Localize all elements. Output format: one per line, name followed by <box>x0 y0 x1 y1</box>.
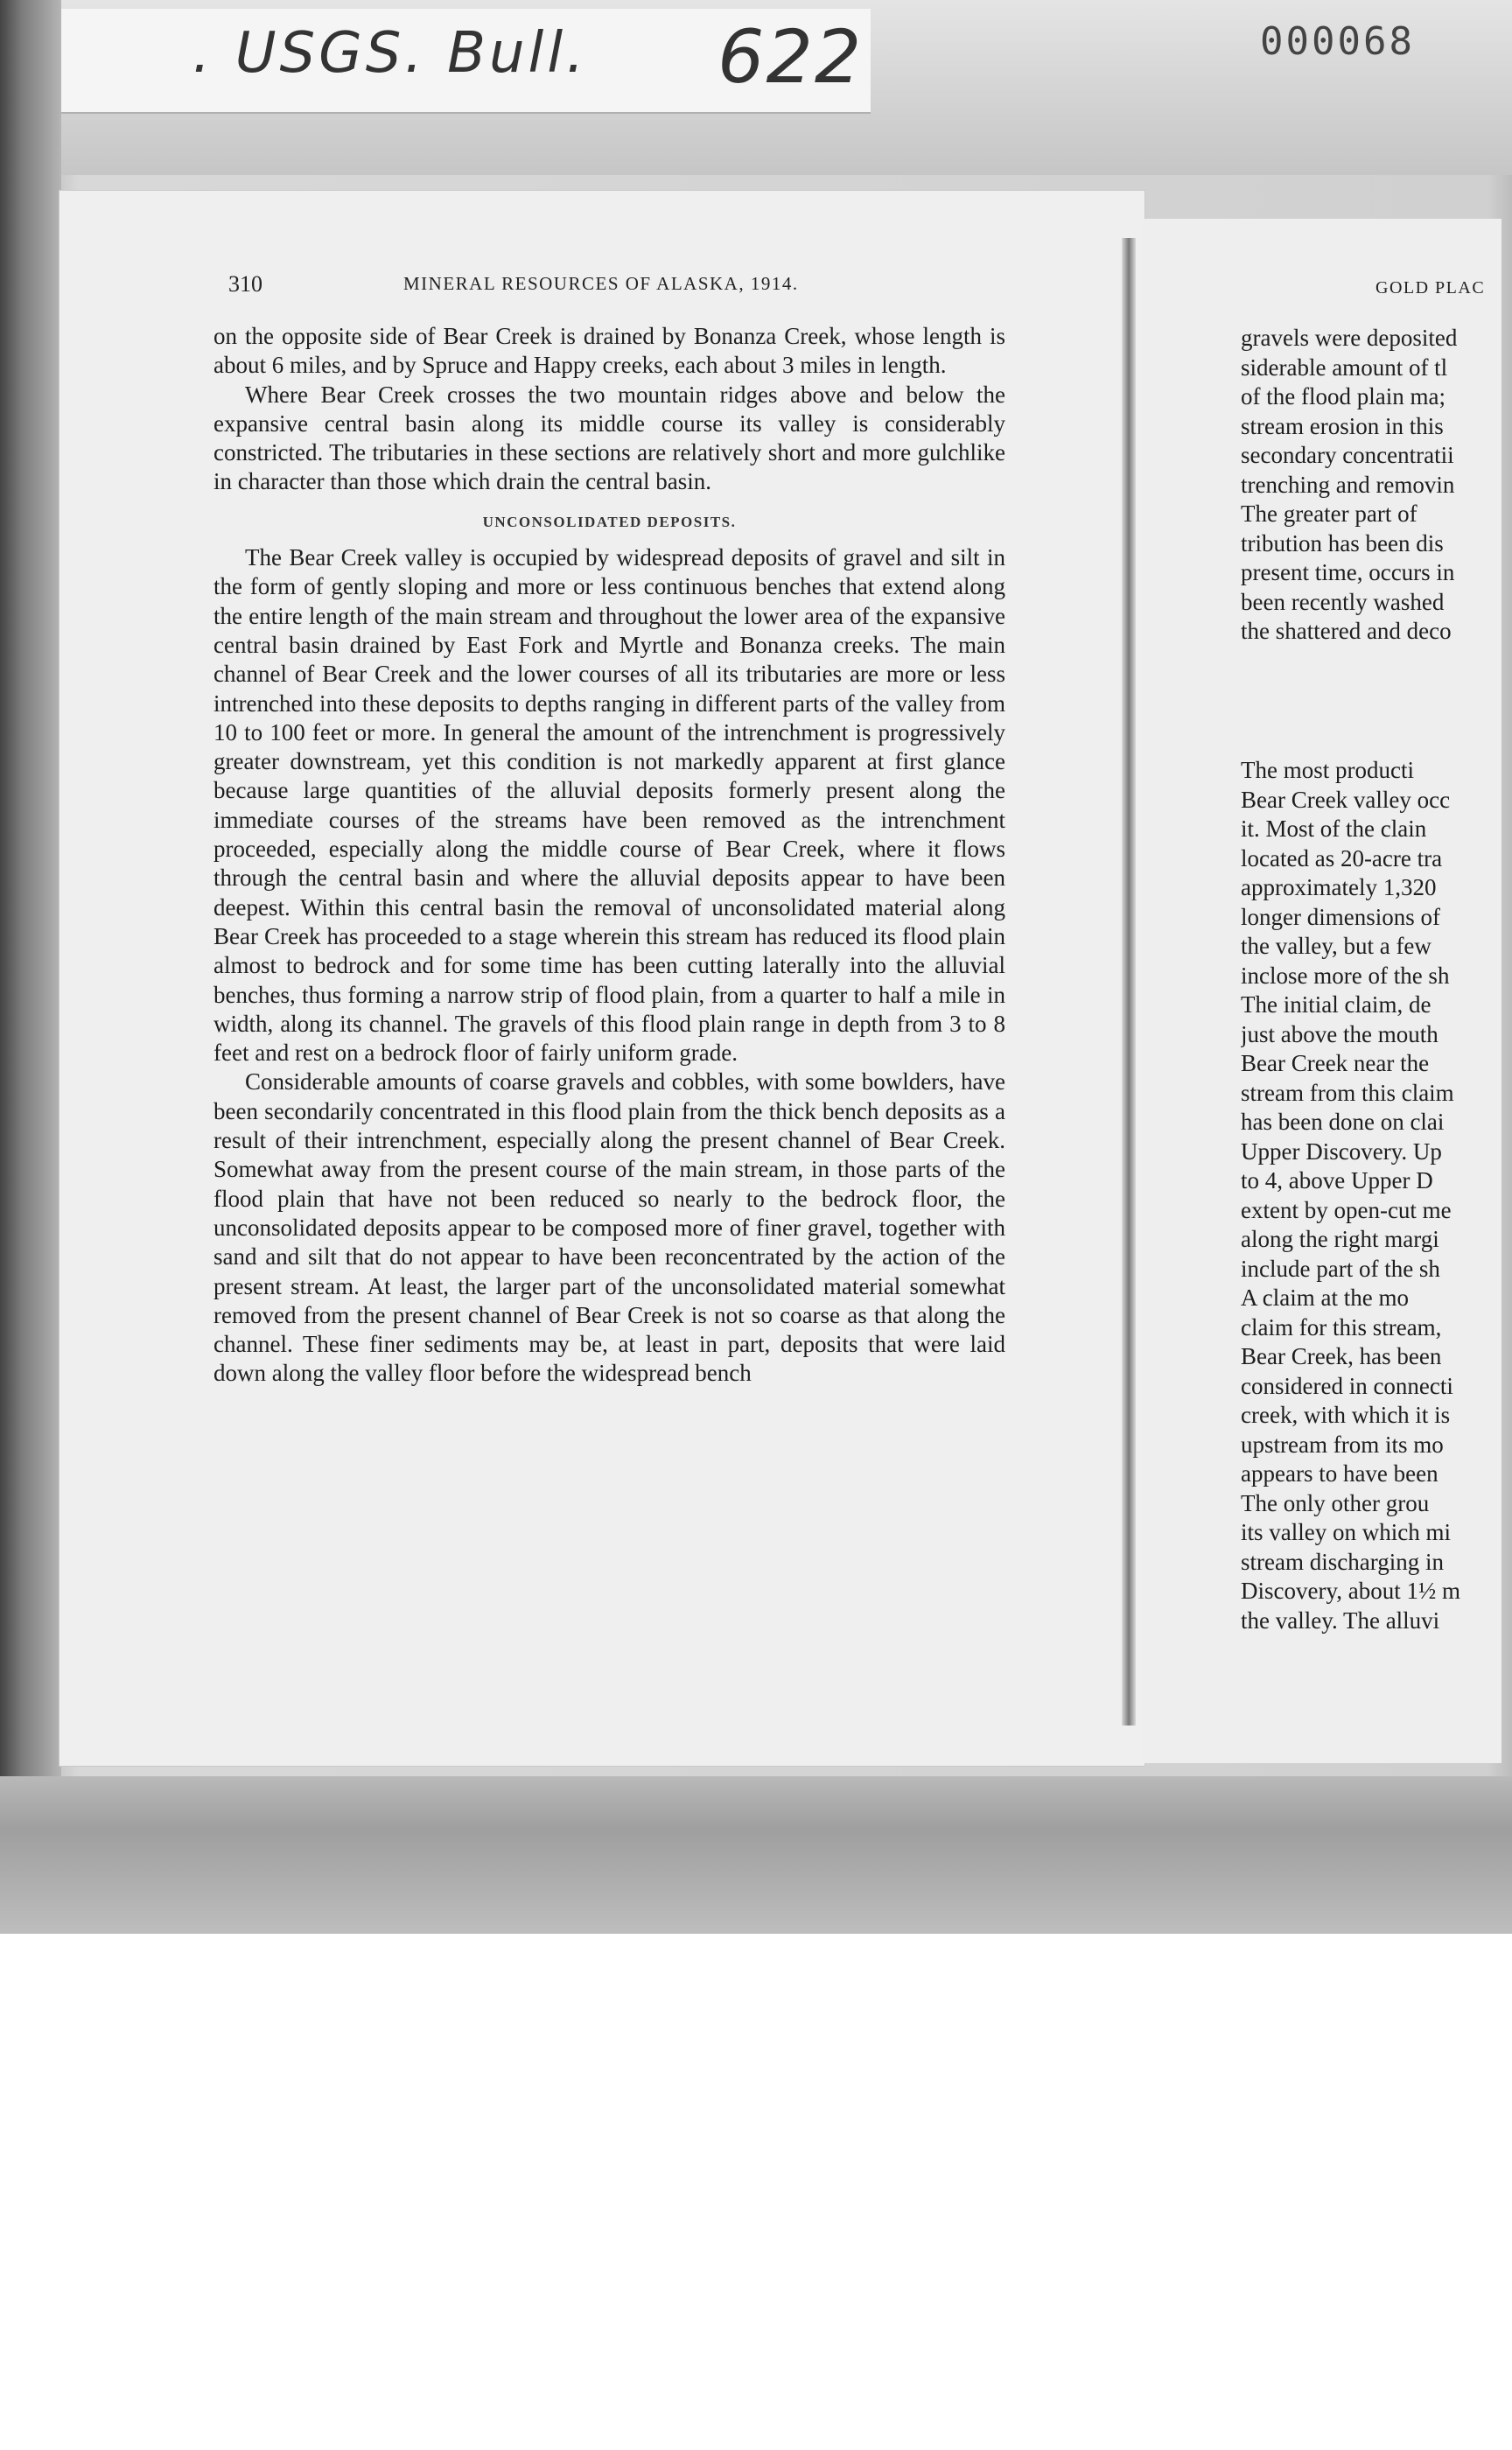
right-column-line: Bear Creek valley occ <box>1241 786 1451 813</box>
right-column-line: located as 20-acre tra <box>1241 844 1443 872</box>
section-heading: UNCONSOLIDATED DEPOSITS. <box>482 513 737 530</box>
right-column-line: upstream from its mo <box>1241 1431 1444 1458</box>
right-column-line: The most producti <box>1241 757 1414 783</box>
right-column-line: secondary concentratii <box>1241 442 1454 468</box>
right-running-head: GOLD PLAC <box>1376 278 1486 298</box>
right-column-line: Upper Discovery. Up <box>1241 1138 1442 1165</box>
right-column-line: The initial claim, de <box>1241 991 1432 1018</box>
right-column-line: claim for this stream, <box>1241 1313 1442 1340</box>
right-column-line: gravels were deposited <box>1241 325 1458 351</box>
paragraph-3: The Bear Creek valley is occupied by widespread deposits of gravel and silt in the form of gently sloping and more or less continuous benches that extend along the entire length of the main stream and throughout the lower area of the expansive central basin drained by East Fork and Myrtle and Bonanza creeks. The main channel of Bear Creek and the lower courses of all its tributaries are more or less intrenched into these deposits to depths ranging in different parts of the valley from 10 to 100 feet or more. In general the amount of the intrenchment is progressively greater downstream, yet this condition is not markedly apparent at first glance because large quantities of the alluvial deposits formerly present along the immediate courses of the streams have been removed as the intrenchment proceeded, especially along the middle course of Bear Creek, where it flows through the central basin and where the alluvial deposits appear to have been deepest. Within this central basin the removal of unconsolidated material along Bear Creek has proceeded to a stage wherein this stream has reduced its flood plain almost to bedrock and for some time has been cutting laterally into the alluvial benches, thus forming a narrow strip of flood plain, from a quarter to half a mile in width, along its channel. The gravels of this flood plain range in depth from 3 to 8 feet and rest on a bedrock floor of fairly uniform grade. <box>214 544 1005 1067</box>
right-column-line: just above the mouth <box>1241 1020 1438 1047</box>
right-column-line: to 4, above Upper D <box>1241 1167 1433 1194</box>
right-column-line: inclose more of the sh <box>1241 962 1450 989</box>
right-column-line: approximately 1,320 <box>1241 874 1437 900</box>
page-gutter-fold <box>1122 238 1136 1726</box>
paragraph-2: Where Bear Creek crosses the two mountain ridges above and below the expansive central basin along its middle course its valley is considerably constricted. The tributaries in these sections are relatively short and more gulchlike in character than those which drain the central basin. <box>214 381 1005 495</box>
right-column-line: the shattered and deco <box>1241 618 1452 644</box>
right-column-line: creek, with which it is <box>1241 1402 1451 1428</box>
right-column-line: stream discharging in <box>1241 1548 1444 1575</box>
right-column-line: trenching and removin <box>1241 471 1455 498</box>
running-head-title: MINERAL RESOURCES OF ALASKA, 1914. <box>403 273 799 294</box>
right-column-line: Discovery, about 1½ m <box>1241 1578 1460 1604</box>
right-column-line: stream from this claim <box>1241 1079 1454 1106</box>
right-column-block-1 <box>1241 324 1494 647</box>
scan-bottom-shade <box>0 1776 1512 1934</box>
right-column-line: Bear Creek near the <box>1241 1050 1430 1076</box>
right-column-line: longer dimensions of <box>1241 903 1440 930</box>
right-column-line: along the right margi <box>1241 1226 1439 1252</box>
right-column-line: of the flood plain ma; <box>1241 383 1446 410</box>
right-column-line: has been done on clai <box>1241 1109 1445 1135</box>
stamped-frame-number: 000068 <box>1260 19 1415 64</box>
binding-shadow <box>0 0 61 1934</box>
right-column-line: tribution has been dis <box>1241 529 1444 556</box>
right-column-line: the valley, but a few <box>1241 933 1432 959</box>
right-column-line: A claim at the mo <box>1241 1284 1409 1311</box>
right-column-block-2 <box>1241 756 1494 1635</box>
paragraph-1: on the opposite side of Bear Creek is drained by Bonanza Creek, whose length is about 6 miles, and by Spruce and Happy creeks, each about 3 miles in length. <box>214 323 1005 379</box>
right-column-line: its valley on which mi <box>1241 1519 1451 1545</box>
right-column-line: appears to have been <box>1241 1460 1438 1487</box>
right-column-line: Bear Creek, has been <box>1241 1343 1442 1369</box>
page-number: 310 <box>228 271 262 297</box>
catalog-label-strip <box>61 9 871 114</box>
right-column-line: stream erosion in this <box>1241 412 1444 439</box>
right-column-line: extent by open-cut me <box>1241 1196 1452 1223</box>
right-column-line: The only other grou <box>1241 1489 1430 1516</box>
running-head <box>228 271 998 306</box>
right-column-line: include part of the sh <box>1241 1255 1440 1282</box>
right-column-line: siderable amount of tl <box>1241 354 1448 381</box>
handwritten-bulletin-number: 622 <box>718 14 864 100</box>
left-text-column <box>214 322 1005 1389</box>
handwritten-series-label: . USGS. Bull. <box>192 21 588 86</box>
right-column-line: the valley. The alluvi <box>1241 1606 1440 1634</box>
right-column-line: present time, occurs in <box>1241 559 1455 585</box>
right-column-line: considered in connecti <box>1241 1372 1453 1399</box>
right-column-line: been recently washed <box>1241 588 1445 615</box>
paragraph-4: Considerable amounts of coarse gravels and cobbles, with some bowlders, have been secondarily concentrated in this flood plain from the thick bench deposits as a result of their intrenchment, especially along the present channel of Bear Creek. Somewhat away from the present course of the main stream, in those parts of the flood plain that have not been reduced so nearly to the bedrock floor, the unconsolidated deposits appear to be composed more of finer gravel, together with sand and silt that do not appear to have been reconcentrated by the action of the present stream. At least, the larger part of the unconsolidated material somewhat removed from the present channel of Bear Creek is not so coarse as that along the channel. These finer sediments may be, at least in part, deposits that were laid down along the valley floor before the widespread bench <box>214 1068 1005 1387</box>
right-column-line: The greater part of <box>1241 500 1418 527</box>
right-column-line: it. Most of the clain <box>1241 816 1427 842</box>
